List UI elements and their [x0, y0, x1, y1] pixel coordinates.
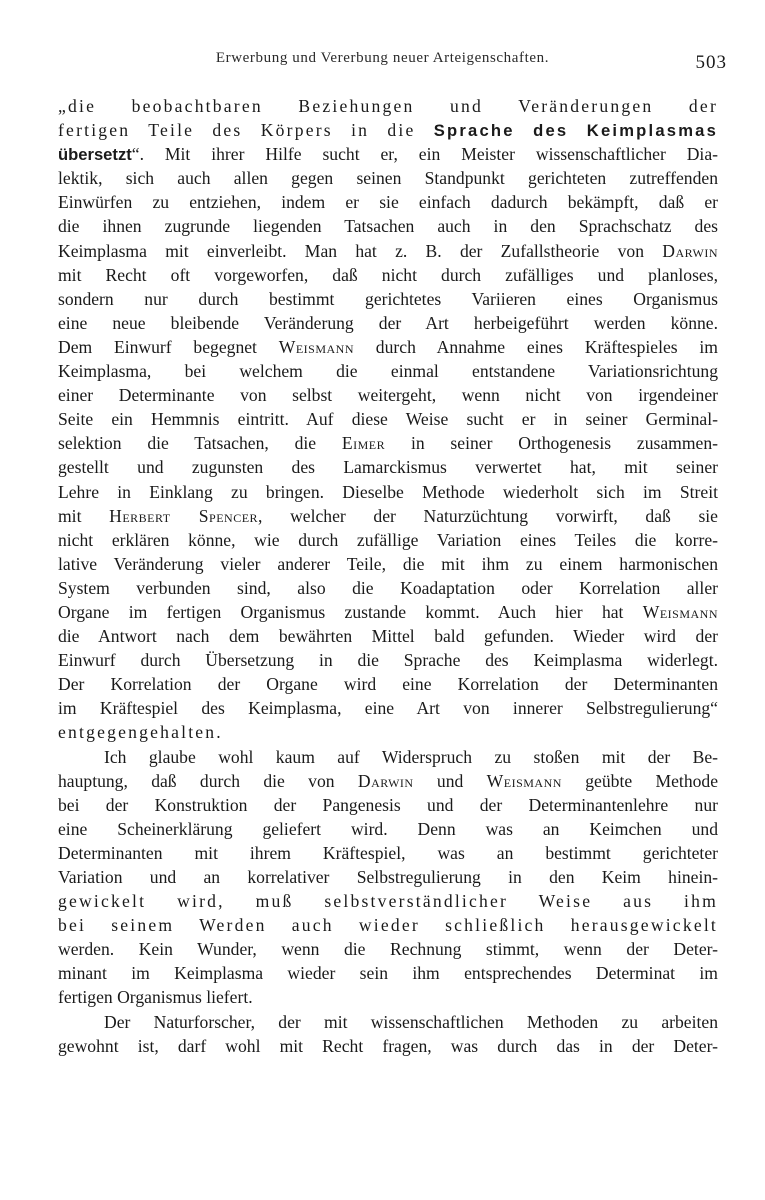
running-title: Erwerbung und Vererbung neuer Arteigenschaften. [215, 50, 550, 66]
text-line: fertigen Organismus liefert. [58, 987, 253, 1008]
text-line: die ihnen zugrunde liegenden Tatsachen auch in den Sprachschatz des [58, 216, 718, 237]
text-line: Variation und an korrelativer Selbstregulierung in den Keim hinein- [58, 867, 718, 887]
body-text [58, 94, 718, 1058]
text-line: bei seinem Werden auch wieder schließlich herausgewickelt [58, 915, 718, 936]
text-line: Seite ein Hemmnis eintritt. Auf diese Weise sucht er in seiner Germinal- [58, 409, 718, 430]
text-line: übersetzt“. Mit ihrer Hilfe sucht er, ein Meister wissenschaftlicher Dia- [58, 144, 718, 165]
text-line: gestellt und zugunsten des Lamarckismus verwertet hat, mit seiner [58, 457, 718, 478]
text-line: gewickelt wird, muß selbstverständlicher Weise aus ihm [58, 891, 718, 912]
text-line: selektion die Tatsachen, die Eimer in seiner Orthogenesis zusammen- [58, 433, 718, 454]
text-line: System verbunden sind, also die Koadaptation oder Korrelation aller [58, 577, 718, 598]
text-line: im Kräftespiel des Keimplasma, eine Art von innerer Selbstregulierung“ [58, 698, 718, 719]
text-line: hauptung, daß durch die von Darwin und Weismann geübte Methode [58, 770, 719, 791]
text-line: Einwurf durch Übersetzung in die Sprache des Keimplasma widerlegt. [58, 650, 718, 671]
text-line: mit Recht oft vorgeworfen, daß nicht durch zufälliges und planloses, [58, 264, 718, 285]
text-line: Dem Einwurf begegnet Weismann durch Annahme eines Kräftespieles im [58, 336, 718, 357]
text-line: werden. Kein Wunder, wenn die Rechnung stimmt, wenn der Deter- [58, 939, 718, 960]
text-line: Einwürfen zu entziehen, indem er sie einfach dadurch bekämpft, daß er [58, 192, 718, 213]
text-line: mit Herbert Spencer, welcher der Naturzüchtung vorwirft, daß sie [58, 505, 718, 526]
text-line: lative Veränderung vieler anderer Teile, die mit ihm zu einem harmonischen [58, 553, 718, 574]
text-line: bei der Konstruktion der Pangenesis und der Determinantenlehre nur [58, 794, 718, 815]
text-line: eine Scheinerklärung geliefert wird. Denn was an Keimchen und [58, 818, 718, 839]
text-line: gewohnt ist, darf wohl mit Recht fragen, was durch das in der Deter- [58, 1035, 718, 1056]
text-line: nicht erklären könne, wie durch zufällige Variation eines Teiles die korre- [58, 529, 718, 550]
text-line: Keimplasma, bei welchem die einmal entstandene Variationsrichtung [58, 361, 718, 382]
page-number: 503 [695, 52, 727, 73]
text-line: Keimplasma mit einverleibt. Man hat z. B. der Zufallstheorie von Darwin [58, 240, 718, 261]
text-line: Der Korrelation der Organe wird eine Korrelation der Determinanten [58, 674, 718, 695]
text-line: einer Determinante von selbst weitergeht, wenn nicht von irgendeiner [58, 385, 718, 406]
text-line: die Antwort nach dem bewährten Mittel bald gefunden. Wieder wird der [58, 626, 718, 647]
text-line: Der Naturforscher, der mit wissenschaftlichen Methoden zu arbeiten [104, 1011, 718, 1032]
text-line: Ich glaube wohl kaum auf Widerspruch zu stoßen mit der Be- [104, 746, 718, 767]
text-line: sondern nur durch bestimmt gerichtetes Variieren eines Organismus [58, 288, 718, 309]
text-line: minant im Keimplasma wieder sein ihm entsprechendes Determinat im [58, 963, 718, 984]
text-line: eine neue bleibende Veränderung der Art herbeigeführt werden könne. [58, 312, 718, 333]
text-line: „die beobachtbaren Beziehungen und Veränderungen der [58, 96, 718, 116]
text-line: Organe im fertigen Organismus zustande kommt. Auch hier hat Weismann [58, 601, 718, 622]
text-line: lektik, sich auch allen gegen seinen Standpunkt gerichteten zutreffenden [58, 168, 718, 189]
text-line: Lehre in Einklang zu bringen. Dieselbe Methode wiederholt sich im Streit [58, 481, 718, 502]
running-head [0, 50, 765, 76]
text-line: entgegengehalten. [58, 722, 223, 743]
text-line: Determinanten mit ihrem Kräftespiel, was an bestimmt gerichteter [58, 842, 718, 863]
text-line: fertigen Teile des Körpers in die Sprache des Keimplasmas [58, 120, 718, 141]
